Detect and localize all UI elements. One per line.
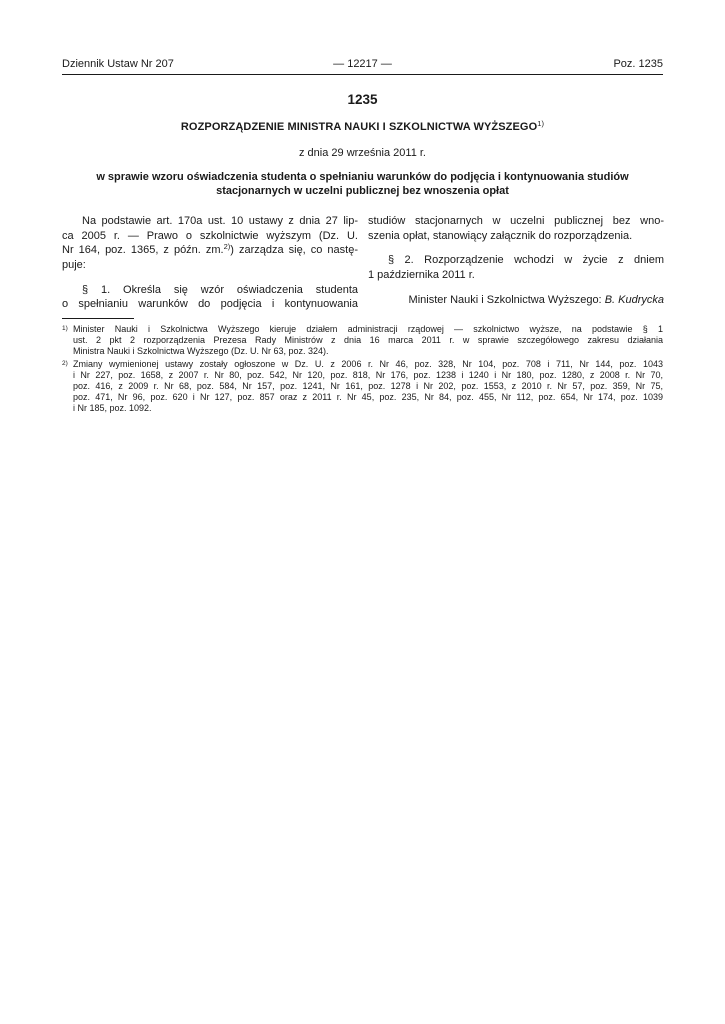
page-number: — 12217 — <box>333 58 392 70</box>
paragraph-2-line: § 2. Rozporządzenie wchodzi w życie z dniem <box>388 254 664 267</box>
footnotes <box>62 324 663 416</box>
subject-line: stacjonarnych w uczelni publicznej bez wnoszenia opłat <box>216 184 509 197</box>
position-label: Poz. 1235 <box>613 58 663 70</box>
paragraph-2-line: 1 października 2011 r. <box>368 269 475 282</box>
journal-name: Dziennik Ustaw Nr 207 <box>62 58 174 70</box>
body-column-right <box>368 214 664 307</box>
footnote-mark: 2) <box>62 359 68 367</box>
body-text: ) zarządza się, co nastę- <box>230 244 358 257</box>
footnote-divider <box>62 318 134 319</box>
footnote-mark: 1) <box>62 325 68 332</box>
footnote-line: Ministra Nauki i Szkolnictwa Wyższego (Dz. U. Nr 63, poz. 324). <box>73 346 329 357</box>
signature <box>368 293 664 308</box>
body-line: puje: <box>62 259 86 272</box>
footnote-ref-2[interactable]: 2) <box>223 242 231 252</box>
body-line-with-ref <box>62 243 358 258</box>
footnote-2 <box>62 359 663 415</box>
subject-line: w sprawie wzoru oświadczenia studenta o spełnianiu warunków do podjęcia i kontynuowania studiów <box>96 171 629 183</box>
footnote-line: Zmiany wymienionej ustawy zostały ogłoszone w Dz. U. z 2006 r. Nr 46, poz. 328, Nr 104, poz. 708 i 711, Nr 144, poz. 1043 <box>73 358 663 369</box>
footnote-line: ust. 2 pkt 2 rozporządzenia Prezesa Rady Ministrów z dnia 16 marca 2011 r. w sprawie szczegółowego zakresu działania <box>73 335 663 346</box>
footnote-line: i Nr 227, poz. 1658, z 2007 r. Nr 80, poz. 542, Nr 120, poz. 818, Nr 176, poz. 1238 i 1240 i Nr 180, poz. 1280, z 2008 r. Nr 70, <box>73 369 663 380</box>
paragraph-1-line: § 1. Określa się wzór oświadczenia studenta <box>82 283 358 296</box>
body-line: ca 2005 r. — Prawo o szkolnictwie wyższym (Dz. U. <box>62 229 358 242</box>
body-line: szenia opłat, stanowiący załącznik do rozporządzenia. <box>368 229 633 242</box>
regulation-title <box>62 121 663 133</box>
signature-name: B. Kudrycka <box>604 293 664 306</box>
regulation-date: z dnia 29 września 2011 r. <box>299 147 426 159</box>
footnote-line: poz. 416, z 2009 r. Nr 68, poz. 584, Nr 157, poz. 1241, Nr 161, poz. 1278 i Nr 202, poz. 1553, z 2010 r. Nr 57, poz. 359, Nr 75, <box>73 380 663 391</box>
footnote-line: i Nr 185, poz. 1092. <box>73 403 152 414</box>
position-number: 1235 <box>347 92 378 107</box>
body-text: Nr 164, poz. 1365, z późn. zm. <box>62 244 224 257</box>
page-header <box>62 57 663 73</box>
regulation-title-text: ROZPORZĄDZENIE MINISTRA NAUKI I SZKOLNICTWA WYŻSZEGO <box>180 121 538 133</box>
footnote-line: poz. 471, Nr 96, poz. 620 i Nr 127, poz. 857 oraz z 2011 r. Nr 45, poz. 235, Nr 84, poz. 455, Nr 112, poz. 654, Nr 174, poz. 1039 <box>73 392 663 403</box>
footnote-line: Minister Nauki i Szkolnictwa Wyższego kieruje działem administracji rządowej — szkolnictwo wyższe, na podstawie § 1 <box>73 324 663 334</box>
paragraph-1-line: o spełnianiu warunków do podjęcia i kontynuowania <box>62 298 358 311</box>
body-line: Na podstawie art. 170a ust. 10 ustawy z dnia 27 lip- <box>82 215 358 227</box>
footnote-1 <box>62 324 663 358</box>
regulation-subject <box>62 171 663 198</box>
header-divider <box>62 74 663 75</box>
body-line: studiów stacjonarnych w uczelni publicznej bez wno- <box>368 215 664 227</box>
title-footnote-ref[interactable]: 1) <box>537 119 545 128</box>
body-column-left <box>62 214 358 312</box>
signature-role: Minister Nauki i Szkolnictwa Wyższego: <box>408 293 605 306</box>
